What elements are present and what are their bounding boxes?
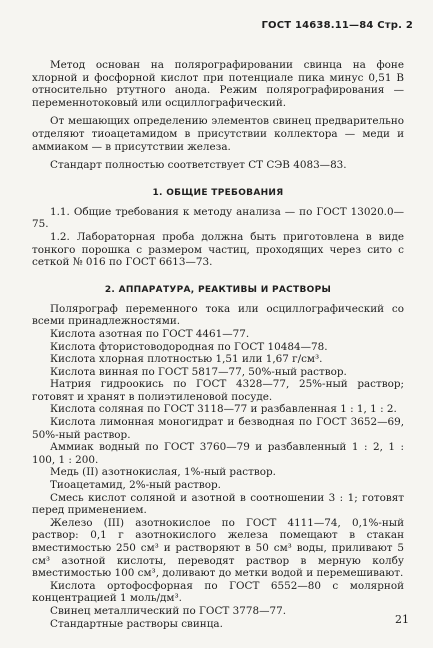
reagent-item: Медь (II) азотнокислая, 1%-ный раствор. — [50, 466, 276, 479]
reagent-item: Кислота фтористоводородная по ГОСТ 10484—78. — [50, 340, 328, 353]
reagent-item: Железо (III) азотнокислое по ГОСТ 4111—74, 0,1%-ный раствор: 0,1 г азотнокислого железа помещают в стакан вместимостью 250 см³ и растворяют в 50 см³ воды, приливают 5 см³ азотной кислоты, переводят раствор в мерную колбу вместимостью 100 см³, доливают до метки водой и перемешивают. — [32, 516, 404, 580]
intro-paragraph: Стандарт полностью соответствует СТ СЭВ 4083—83. — [50, 159, 347, 172]
page-content — [32, 59, 404, 630]
reagent-item: Стандартные растворы свинца. — [50, 617, 223, 630]
reagent-item: Тиоацетамид, 2%-ный раствор. — [50, 479, 221, 492]
section-heading: 2. АППАРАТУРА, РЕАКТИВЫ И РАСТВОРЫ — [104, 284, 332, 295]
reagent-item: Аммиак водный по ГОСТ 3760—79 и разбавленный 1 : 2, 1 : 100, 1 : 200. — [32, 441, 404, 466]
reagent-item: Полярограф переменного тока или осциллографический со всеми принадлежностями. — [32, 302, 404, 328]
clause: 1.1. Общие требования к методу анализа — по ГОСТ 13020.0—75. — [32, 205, 404, 231]
reagent-item: Натрия гидроокись по ГОСТ 4328—77, 25%-ный раствор; готовят и хранят в полиэтиленовой посуде. — [32, 378, 404, 403]
intro-paragraph: От мешающих определению элементов свинец предварительно отделяют тиоацетамидом в присутствии коллектора — меди и аммиаком — в присутствии железа. — [32, 115, 404, 153]
reagent-item: Свинец металлический по ГОСТ 3778—77. — [50, 604, 286, 617]
reagent-item: Кислота хлорная плотностью 1,51 или 1,67 г/см³. — [50, 353, 323, 366]
reagent-item: Кислота азотная по ГОСТ 4461—77. — [50, 327, 250, 340]
intro-paragraph: Метод основан на полярографировании свинца на фоне хлорной и фосфорной кислот при потенциале пика минус 0,51 В относительно ртутного анода. Режим полярографирования — переменнотоковый или осциллографический. — [32, 59, 404, 109]
reagent-item: Кислота ортофосфорная по ГОСТ 6552—80 с молярной концентрацией 1 моль/дм³. — [32, 579, 404, 605]
reagent-item: Кислота соляная по ГОСТ 3118—77 и разбавленная 1 : 1, 1 : 2. — [50, 403, 397, 416]
reagent-item: Кислота винная по ГОСТ 5817—77, 50%-ный раствор. — [50, 365, 347, 378]
clause: 1.2. Лабораторная проба должна быть приготовлена в виде тонкого порошка с размером частиц, проходящих через сито с сеткой № 016 по ГОСТ 6613—73. — [32, 230, 404, 269]
section-heading: 1. ОБЩИЕ ТРЕБОВАНИЯ — [152, 187, 284, 198]
reagent-item: Смесь кислот соляной и азотной в соотношении 3 : 1; готовят перед применением. — [32, 491, 404, 517]
page-header: ГОСТ 14638.11—84 Стр. 2 — [261, 20, 413, 31]
reagent-item: Кислота лимонная моногидрат и безводная по ГОСТ 3652—69, 50%-ный раствор. — [32, 416, 404, 441]
page-number: 21 — [395, 613, 409, 626]
